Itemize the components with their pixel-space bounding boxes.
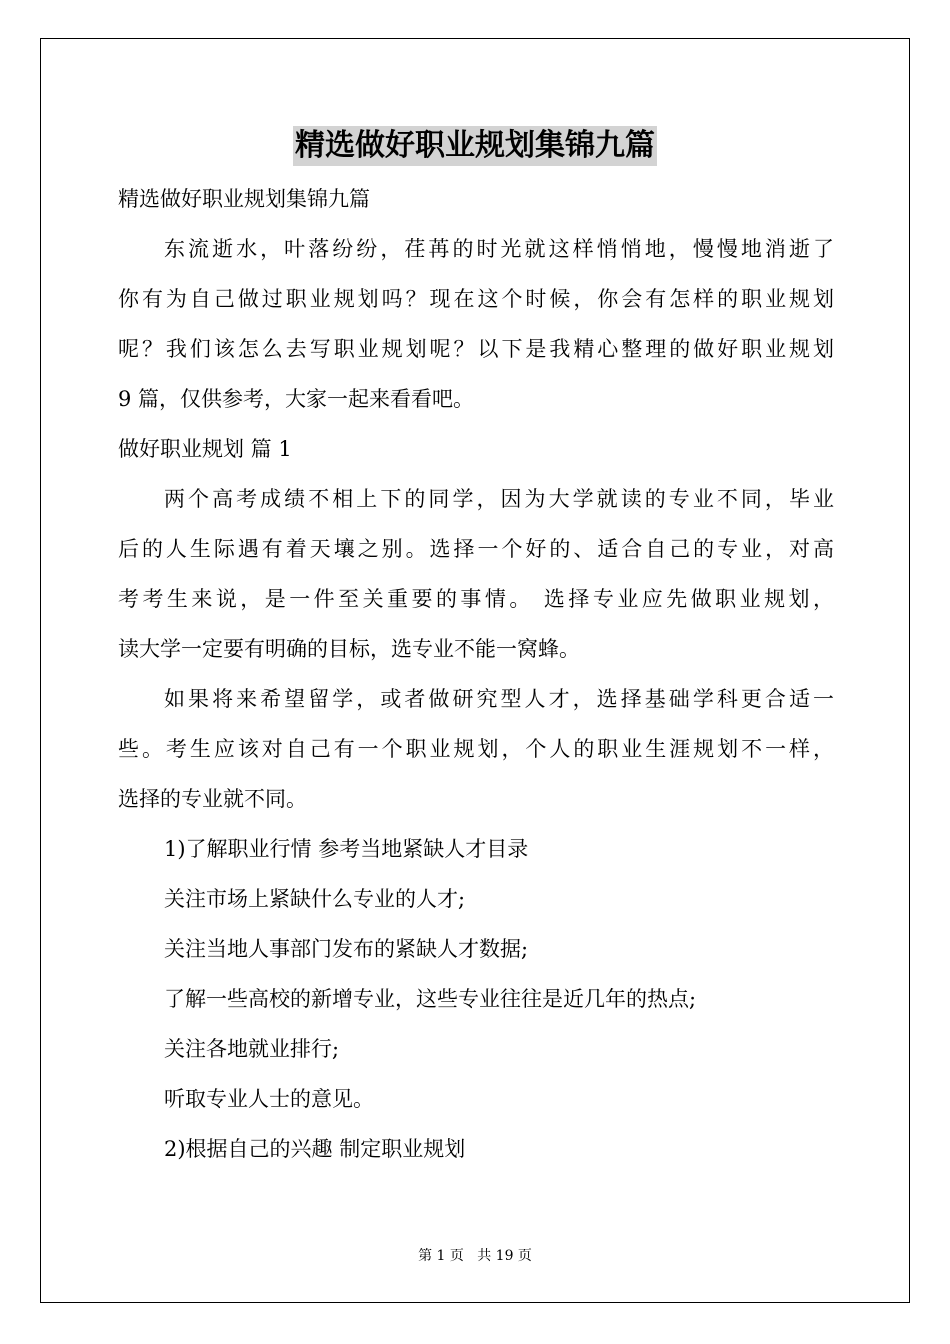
list-item: 听取专业人士的意见。 — [164, 1087, 374, 1111]
paragraph-line: 选择的专业就不同。 — [118, 787, 307, 811]
intro-line: 你有为自己做过职业规划吗？现在这个时候，你会有怎样的职业规划 — [118, 287, 834, 311]
list-heading: 1)了解职业行情 参考当地紧缺人才目录 — [164, 837, 529, 861]
list-item: 了解一些高校的新增专业，这些专业往往是近几年的热点; — [164, 987, 697, 1011]
list-item: 关注当地人事部门发布的紧缺人才数据; — [164, 937, 529, 961]
intro-line: 9 篇，仅供参考，大家一起来看看吧。 — [118, 387, 475, 411]
document-subtitle: 精选做好职业规划集锦九篇 — [118, 187, 370, 211]
document-title: 精选做好职业规划集锦九篇 — [293, 126, 657, 166]
section-heading: 做好职业规划 篇 1 — [118, 437, 292, 461]
page-number-footer: 第 1 页 共 19 页 — [418, 1248, 532, 1264]
paragraph-line: 后的人生际遇有着天壤之别。选择一个好的、适合自己的专业，对高 — [118, 537, 834, 561]
paragraph-line: 读大学一定要有明确的目标，选专业不能一窝蜂。 — [118, 637, 580, 661]
intro-line: 东流逝水，叶落纷纷，荏苒的时光就这样悄悄地，慢慢地消逝了 — [164, 237, 834, 261]
list-item: 关注各地就业排行; — [164, 1037, 340, 1061]
page-border — [40, 38, 910, 1303]
paragraph-line: 些。考生应该对自己有一个职业规划，个人的职业生涯规划不一样， — [118, 737, 834, 761]
paragraph-line: 考考生来说，是一件至关重要的事情。 选择专业应先做职业规划， — [118, 587, 834, 611]
paragraph-line: 两个高考成绩不相上下的同学，因为大学就读的专业不同，毕业 — [164, 487, 834, 511]
list-heading: 2)根据自己的兴趣 制定职业规划 — [164, 1137, 466, 1161]
list-item: 关注市场上紧缺什么专业的人才; — [164, 887, 466, 911]
intro-line: 呢？我们该怎么去写职业规划呢？以下是我精心整理的做好职业规划 — [118, 337, 834, 361]
title-block — [0, 126, 950, 166]
paragraph-line: 如果将来希望留学，或者做研究型人才，选择基础学科更合适一 — [164, 687, 834, 711]
